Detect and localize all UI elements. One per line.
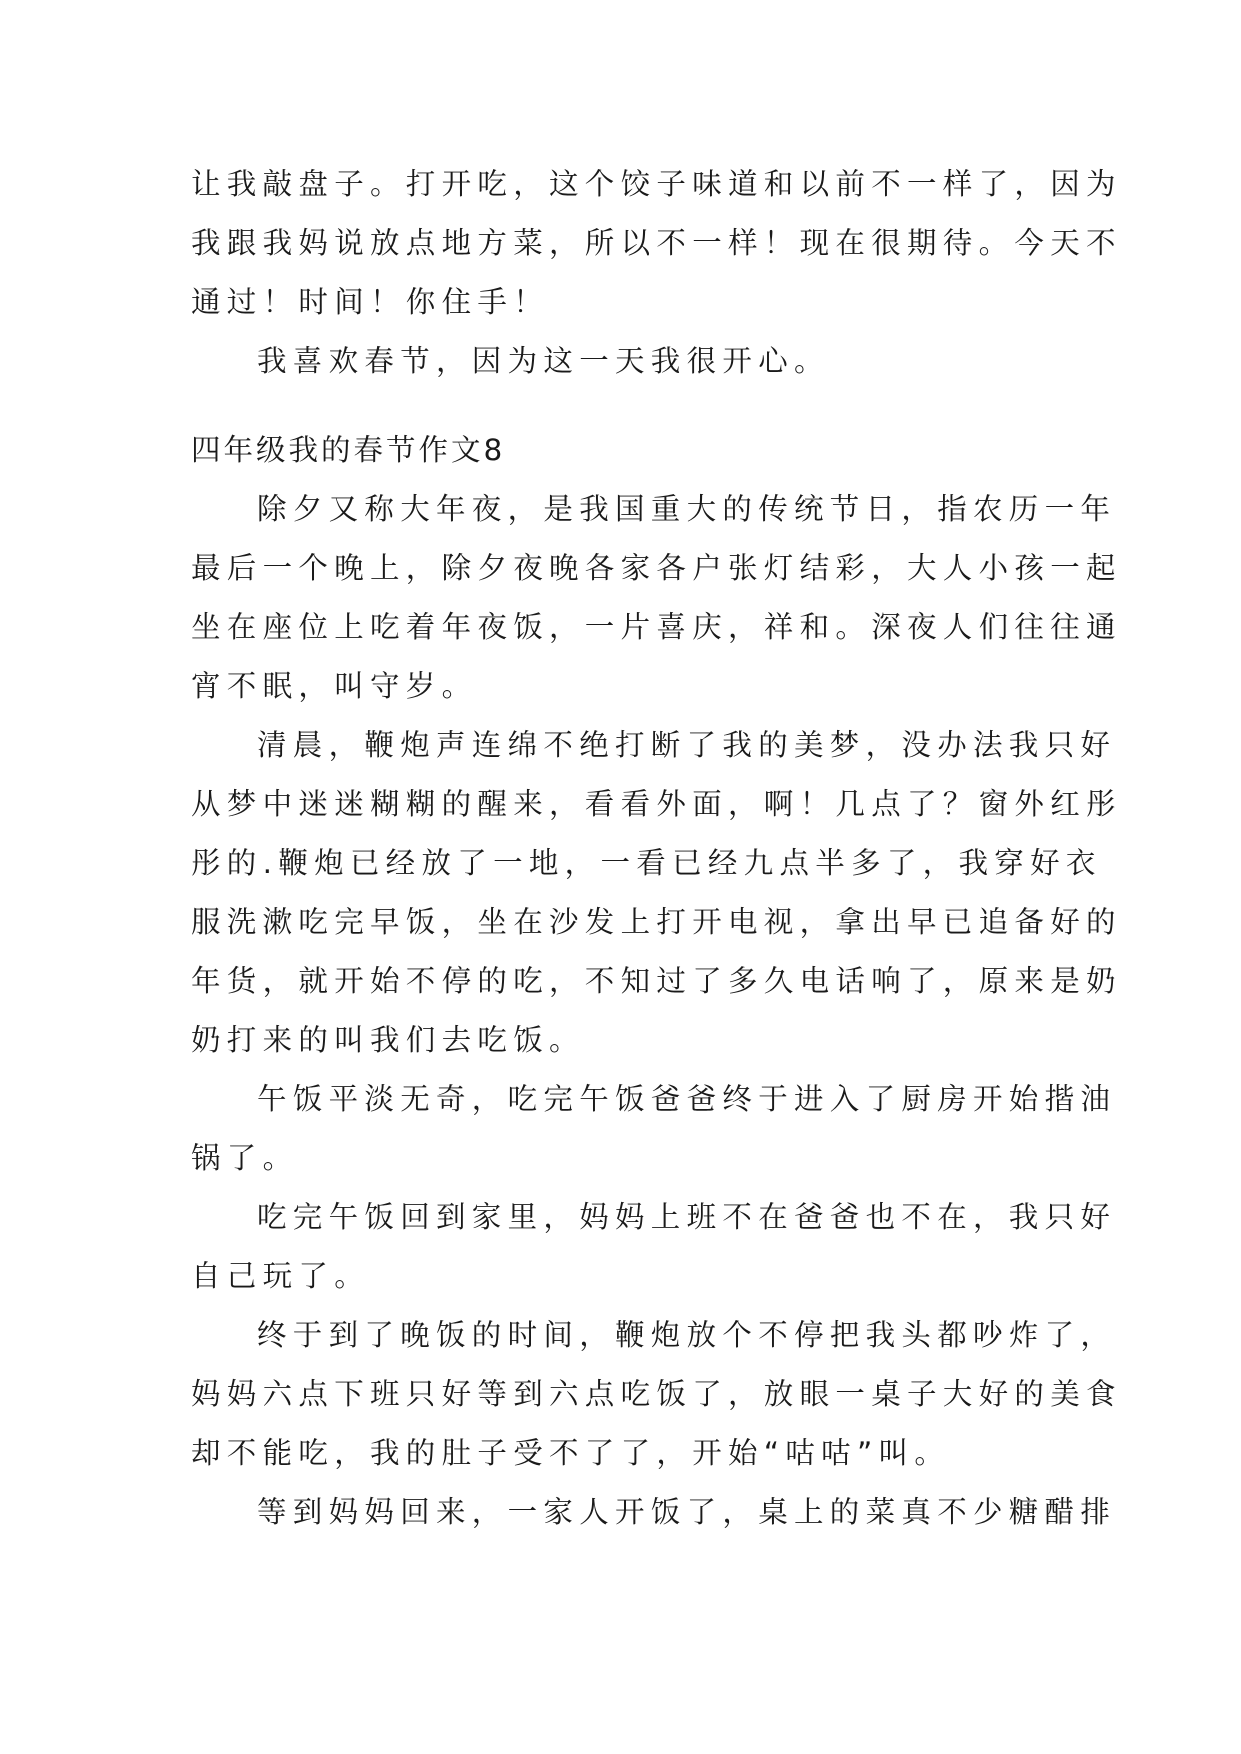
paragraph-line: 彤的.鞭炮已经放了一地，一看已经九点半多了，我穿好衣: [191, 846, 1102, 880]
paragraph-line: 我喜欢春节，因为这一天我很开心。: [257, 344, 830, 378]
paragraph-line: 等到妈妈回来，一家人开饭了，桌上的菜真不少糖醋排: [257, 1495, 1117, 1529]
section-gap: [191, 391, 1061, 421]
paragraph-line: 奶打来的叫我们去吃饭。: [191, 1023, 585, 1057]
paragraph-line: 终于到了晚饭的时间，鞭炮放个不停把我头都吵炸了，: [257, 1318, 1117, 1352]
paragraph-line: 妈妈六点下班只好等到六点吃饭了，放眼一桌子大好的美食: [191, 1377, 1122, 1411]
paragraph-line: 锅了。: [191, 1141, 299, 1175]
paragraph-line: 从梦中迷迷糊糊的醒来，看看外面，啊！几点了？窗外红彤: [191, 787, 1122, 821]
paragraph-line: 通过！时间！你住手！: [191, 285, 550, 319]
paragraph-line: 宵不眠，叫守岁。: [191, 669, 478, 703]
paragraph-line: 最后一个晚上，除夕夜晚各家各户张灯结彩，大人小孩一起: [191, 551, 1122, 585]
paragraph-line: 吃完午饭回到家里，妈妈上班不在爸爸也不在，我只好: [257, 1200, 1117, 1234]
paragraph-line: 却不能吃，我的肚子受不了了，开始“咕咕”叫。: [191, 1436, 951, 1470]
paragraph-line: 坐在座位上吃着年夜饭，一片喜庆，祥和。深夜人们往往通: [191, 610, 1122, 644]
section-heading: 四年级我的春节作文8: [191, 433, 506, 467]
paragraph-line: 我跟我妈说放点地方菜，所以不一样！现在很期待。今天不: [191, 226, 1122, 260]
paragraph-line: 自己玩了。: [191, 1259, 371, 1293]
paragraph-line: 让我敲盘子。打开吃，这个饺子味道和以前不一样了，因为: [191, 167, 1122, 201]
paragraph-line: 服洗漱吃完早饭，坐在沙发上打开电视，拿出早已追备好的: [191, 905, 1122, 939]
essay-body: [191, 155, 1122, 1542]
paragraph-line: 清晨，鞭炮声连绵不绝打断了我的美梦，没办法我只好: [257, 728, 1117, 762]
paragraph-line: 午饭平淡无奇，吃完午饭爸爸终于进入了厨房开始揩油: [257, 1082, 1117, 1116]
paragraph-line: 年货，就开始不停的吃，不知过了多久电话响了，原来是奶: [191, 964, 1122, 998]
paragraph-line: 除夕又称大年夜，是我国重大的传统节日，指农历一年: [257, 492, 1117, 526]
